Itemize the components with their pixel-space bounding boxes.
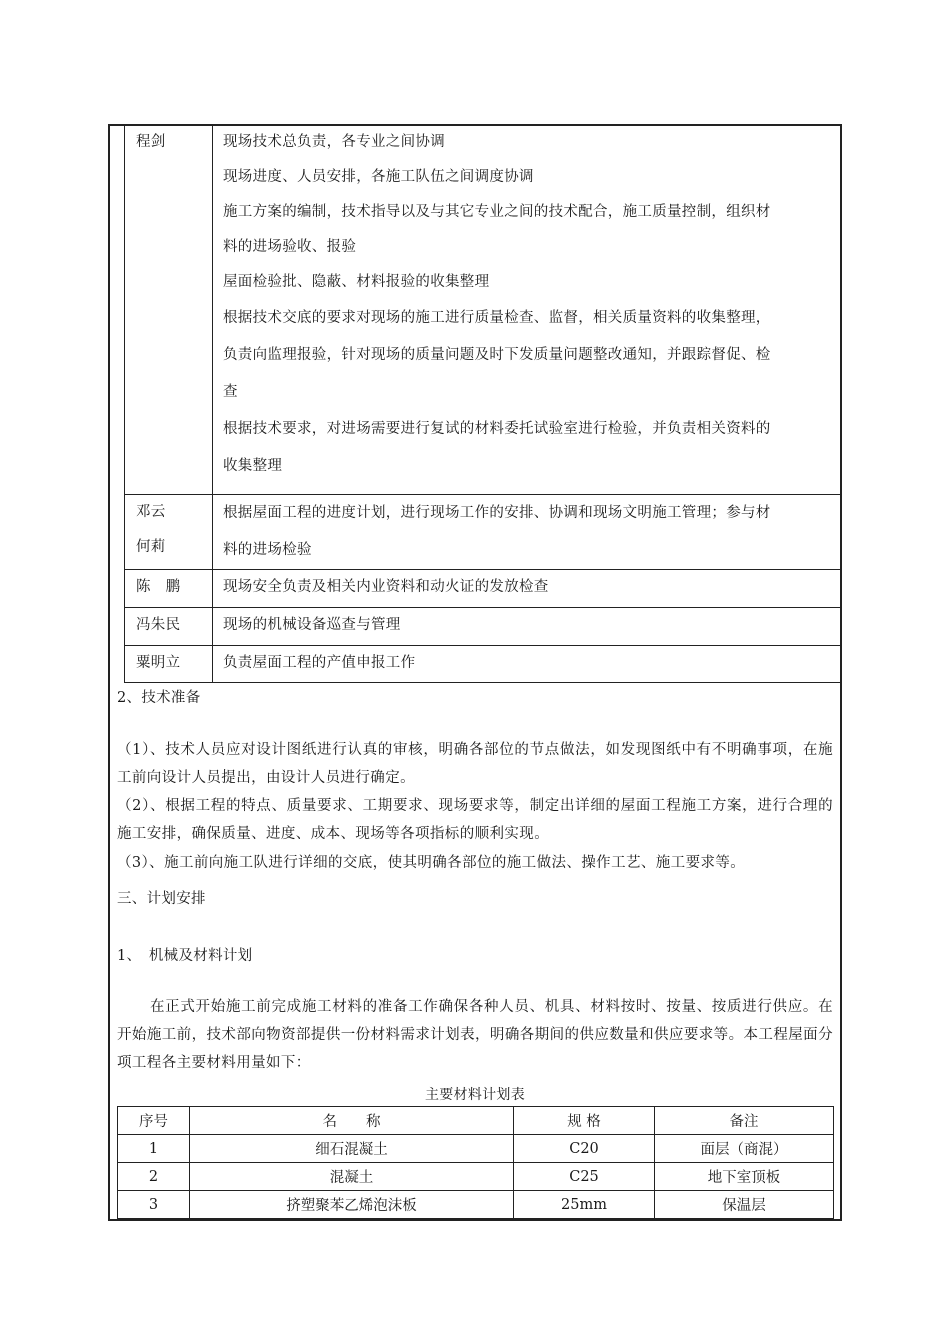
staff-row xyxy=(125,608,842,646)
duty-line: 查 xyxy=(223,384,238,400)
table-cell: 保温层 xyxy=(655,1191,834,1219)
staff-duty-cell xyxy=(213,608,842,646)
table-row xyxy=(118,1163,834,1191)
table-cell: 1 xyxy=(118,1135,190,1163)
table-cell: 25mm xyxy=(514,1191,655,1219)
duty-line: 料的进场检验 xyxy=(223,542,312,558)
table-cell: C25 xyxy=(514,1163,655,1191)
staff-row xyxy=(125,646,842,683)
tech-prep-item: （3）、施工前向施工队进行详细的交底，使其明确各部位的施工做法、操作工艺、施工要求等。 xyxy=(117,855,746,871)
table-cell: 2 xyxy=(118,1163,190,1191)
duty-line: 现场进度、人员安排，各施工队伍之间调度协调 xyxy=(223,169,534,185)
staff-name-cell xyxy=(125,125,213,495)
staff-name: 粟明立 xyxy=(136,655,181,671)
table-row xyxy=(118,1191,834,1219)
staff-name-cell xyxy=(125,608,213,646)
table-cell: 面层（商混） xyxy=(655,1135,834,1163)
duty-line: 现场技术总负责，各专业之间协调 xyxy=(223,134,445,150)
duty-line: 屋面检验批、隐蔽、材料报验的收集整理 xyxy=(223,274,490,290)
staff-row xyxy=(125,570,842,608)
staff-name-cell xyxy=(125,495,213,570)
table-cell: 混凝土 xyxy=(190,1163,514,1191)
staff-duty-cell xyxy=(213,646,842,683)
staff-name: 程剑 xyxy=(136,134,166,150)
tech-prep-item: （2）、根据工程的特点、质量要求、工期要求、现场要求等，制定出详细的屋面工程施工方案，进行合理的施工安排，确保质量、进度、成本、现场等各项指标的顺利实现。 xyxy=(117,798,833,842)
table-cell: 挤塑聚苯乙烯泡沫板 xyxy=(190,1191,514,1219)
duty-line: 根据技术要求，对进场需要进行复试的材料委托试验室进行检验，并负责相关资料的 xyxy=(223,421,771,437)
staff-duty-cell xyxy=(213,495,842,570)
staff-row xyxy=(125,495,842,570)
column-header: 名 称 xyxy=(190,1107,514,1135)
table-cell: C20 xyxy=(514,1135,655,1163)
staff-name: 邓云 xyxy=(136,504,166,520)
table-row xyxy=(118,1135,834,1163)
section-heading-plan: 三、计划安排 xyxy=(117,891,206,907)
staff-name: 何莉 xyxy=(136,539,166,555)
staff-row xyxy=(125,125,842,495)
section-heading-tech-prep: 2、技术准备 xyxy=(117,690,201,706)
tech-prep-item: （1）、技术人员应对设计图纸进行认真的审核，明确各部位的节点做法，如发现图纸中有不明确事项，在施工前向设计人员提出，由设计人员进行确定。 xyxy=(117,742,833,786)
staff-name: 冯朱民 xyxy=(136,617,181,633)
duty-line: 施工方案的编制，技术指导以及与其它专业之间的技术配合，施工质量控制，组织材 xyxy=(223,204,771,220)
staff-responsibility-table xyxy=(124,124,842,683)
material-table-title: 主要材料计划表 xyxy=(424,1087,526,1103)
duty-line: 负责向监理报验，针对现场的质量问题及时下发质量问题整改通知，并跟踪督促、检 xyxy=(223,347,771,363)
column-header: 规 格 xyxy=(514,1107,655,1135)
staff-duty-cell xyxy=(213,125,842,495)
staff-name: 陈 鹏 xyxy=(136,579,181,595)
duty-line: 根据技术交底的要求对现场的施工进行质量检查、监督，相关质量资料的收集整理， xyxy=(223,310,771,326)
staff-name-cell xyxy=(125,646,213,683)
column-header: 备注 xyxy=(655,1107,834,1135)
table-cell: 细石混凝土 xyxy=(190,1135,514,1163)
duty-line: 负责屋面工程的产值申报工作 xyxy=(223,655,416,671)
duty-line: 现场安全负责及相关内业资料和动火证的发放检查 xyxy=(223,579,549,595)
table-cell: 3 xyxy=(118,1191,190,1219)
table-cell: 地下室顶板 xyxy=(655,1163,834,1191)
material-plan-table xyxy=(117,1106,834,1219)
duty-line: 料的进场验收、报验 xyxy=(223,239,357,255)
table-header-row xyxy=(118,1107,834,1135)
duty-line: 根据屋面工程的进度计划，进行现场工作的安排、协调和现场文明施工管理；参与材 xyxy=(223,505,771,521)
staff-duty-cell xyxy=(213,570,842,608)
duty-line: 收集整理 xyxy=(223,458,283,474)
staff-name-cell xyxy=(125,570,213,608)
material-plan-paragraph: 在正式开始施工前完成施工材料的准备工作确保各种人员、机具、材料按时、按量、按质进行供应。在开始施工前，技术部向物资部提供一份材料需求计划表，明确各期间的供应数量和供应要求等。本工程屋面分项工程各主要材料用量如下： xyxy=(117,999,833,1071)
duty-line: 现场的机械设备巡查与管理 xyxy=(223,617,401,633)
subsection-heading-materials: 1、 机械及材料计划 xyxy=(117,948,253,964)
column-header: 序号 xyxy=(118,1107,190,1135)
